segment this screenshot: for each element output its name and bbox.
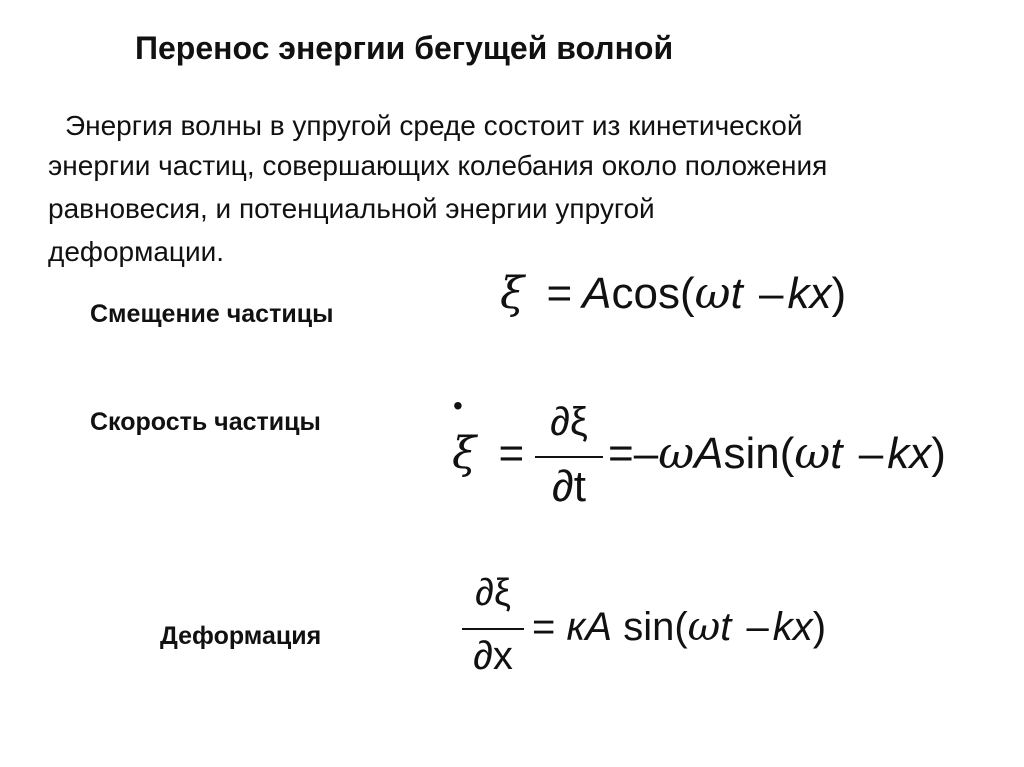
label-velocity: Скорость частицы: [90, 408, 321, 436]
symbol-equals: =: [498, 429, 525, 478]
symbol-equals: =: [608, 429, 634, 478]
function-sin: sin: [623, 605, 675, 649]
fraction-numerator: ∂ξ: [550, 400, 588, 444]
fraction-dxi-dt: [535, 400, 603, 510]
paren-close: ): [831, 269, 847, 318]
symbol-minus: –: [759, 269, 784, 318]
symbol-omega: ω: [687, 604, 721, 650]
formula-displacement: [500, 268, 847, 319]
symbol-omega: ω: [658, 428, 695, 479]
paragraph-line-1: Энергия волны в упругой среде состоит из кинетической: [65, 110, 803, 141]
symbol-xi: ξ: [500, 268, 525, 319]
symbol-negative: –: [633, 429, 659, 478]
label-displacement: Смещение частицы: [90, 300, 334, 328]
fraction-bar: [535, 456, 603, 458]
slide-title: Перенос энергии бегущей волной: [135, 30, 674, 66]
function-cos: cos: [611, 269, 681, 318]
symbol-t: t: [730, 269, 743, 318]
label-deformation: Деформация: [160, 622, 322, 650]
symbol-omega: ω: [694, 268, 731, 319]
symbol-amplitude: A: [694, 429, 724, 478]
paren-close: ): [931, 429, 946, 478]
symbol-omega: ω: [794, 428, 831, 479]
symbol-minus: –: [746, 605, 769, 649]
paragraph-line-4: деформации.: [48, 236, 225, 267]
fraction-bar: [462, 628, 524, 630]
fraction-numerator: ∂ξ: [475, 572, 511, 614]
paren-open: (: [779, 429, 795, 478]
symbol-kx: kx: [787, 269, 832, 318]
paren-open: (: [674, 605, 688, 649]
paragraph-line-3: равновесия, и потенциальной энергии упругой: [48, 193, 655, 224]
fraction-denominator: ∂x: [473, 634, 513, 678]
dot-marker: •: [453, 390, 463, 421]
symbol-equals: =: [546, 269, 573, 318]
symbol-kx: kx: [887, 429, 932, 478]
formula-velocity-rhs: [608, 428, 946, 479]
symbol-amplitude: A: [585, 605, 613, 649]
symbol-t: t: [720, 605, 732, 649]
symbol-kx: kx: [772, 605, 813, 649]
paren-close: ): [812, 605, 827, 649]
symbol-amplitude: A: [582, 269, 612, 318]
symbol-kappa: к: [566, 605, 586, 649]
fraction-dxi-dx: [462, 572, 524, 682]
paragraph-line-2: энергии частиц, совершающих колебания около положения: [48, 150, 828, 181]
paren-open: (: [680, 269, 695, 318]
symbol-t: t: [830, 429, 843, 478]
symbol-equals: =: [532, 605, 556, 649]
formula-velocity-lhs: [452, 428, 525, 479]
fraction-denominator: ∂t: [552, 462, 586, 511]
function-sin: sin: [723, 429, 780, 478]
symbol-minus: –: [858, 429, 884, 478]
symbol-xi: ξ: [452, 428, 477, 479]
formula-deformation-rhs: [532, 604, 827, 650]
